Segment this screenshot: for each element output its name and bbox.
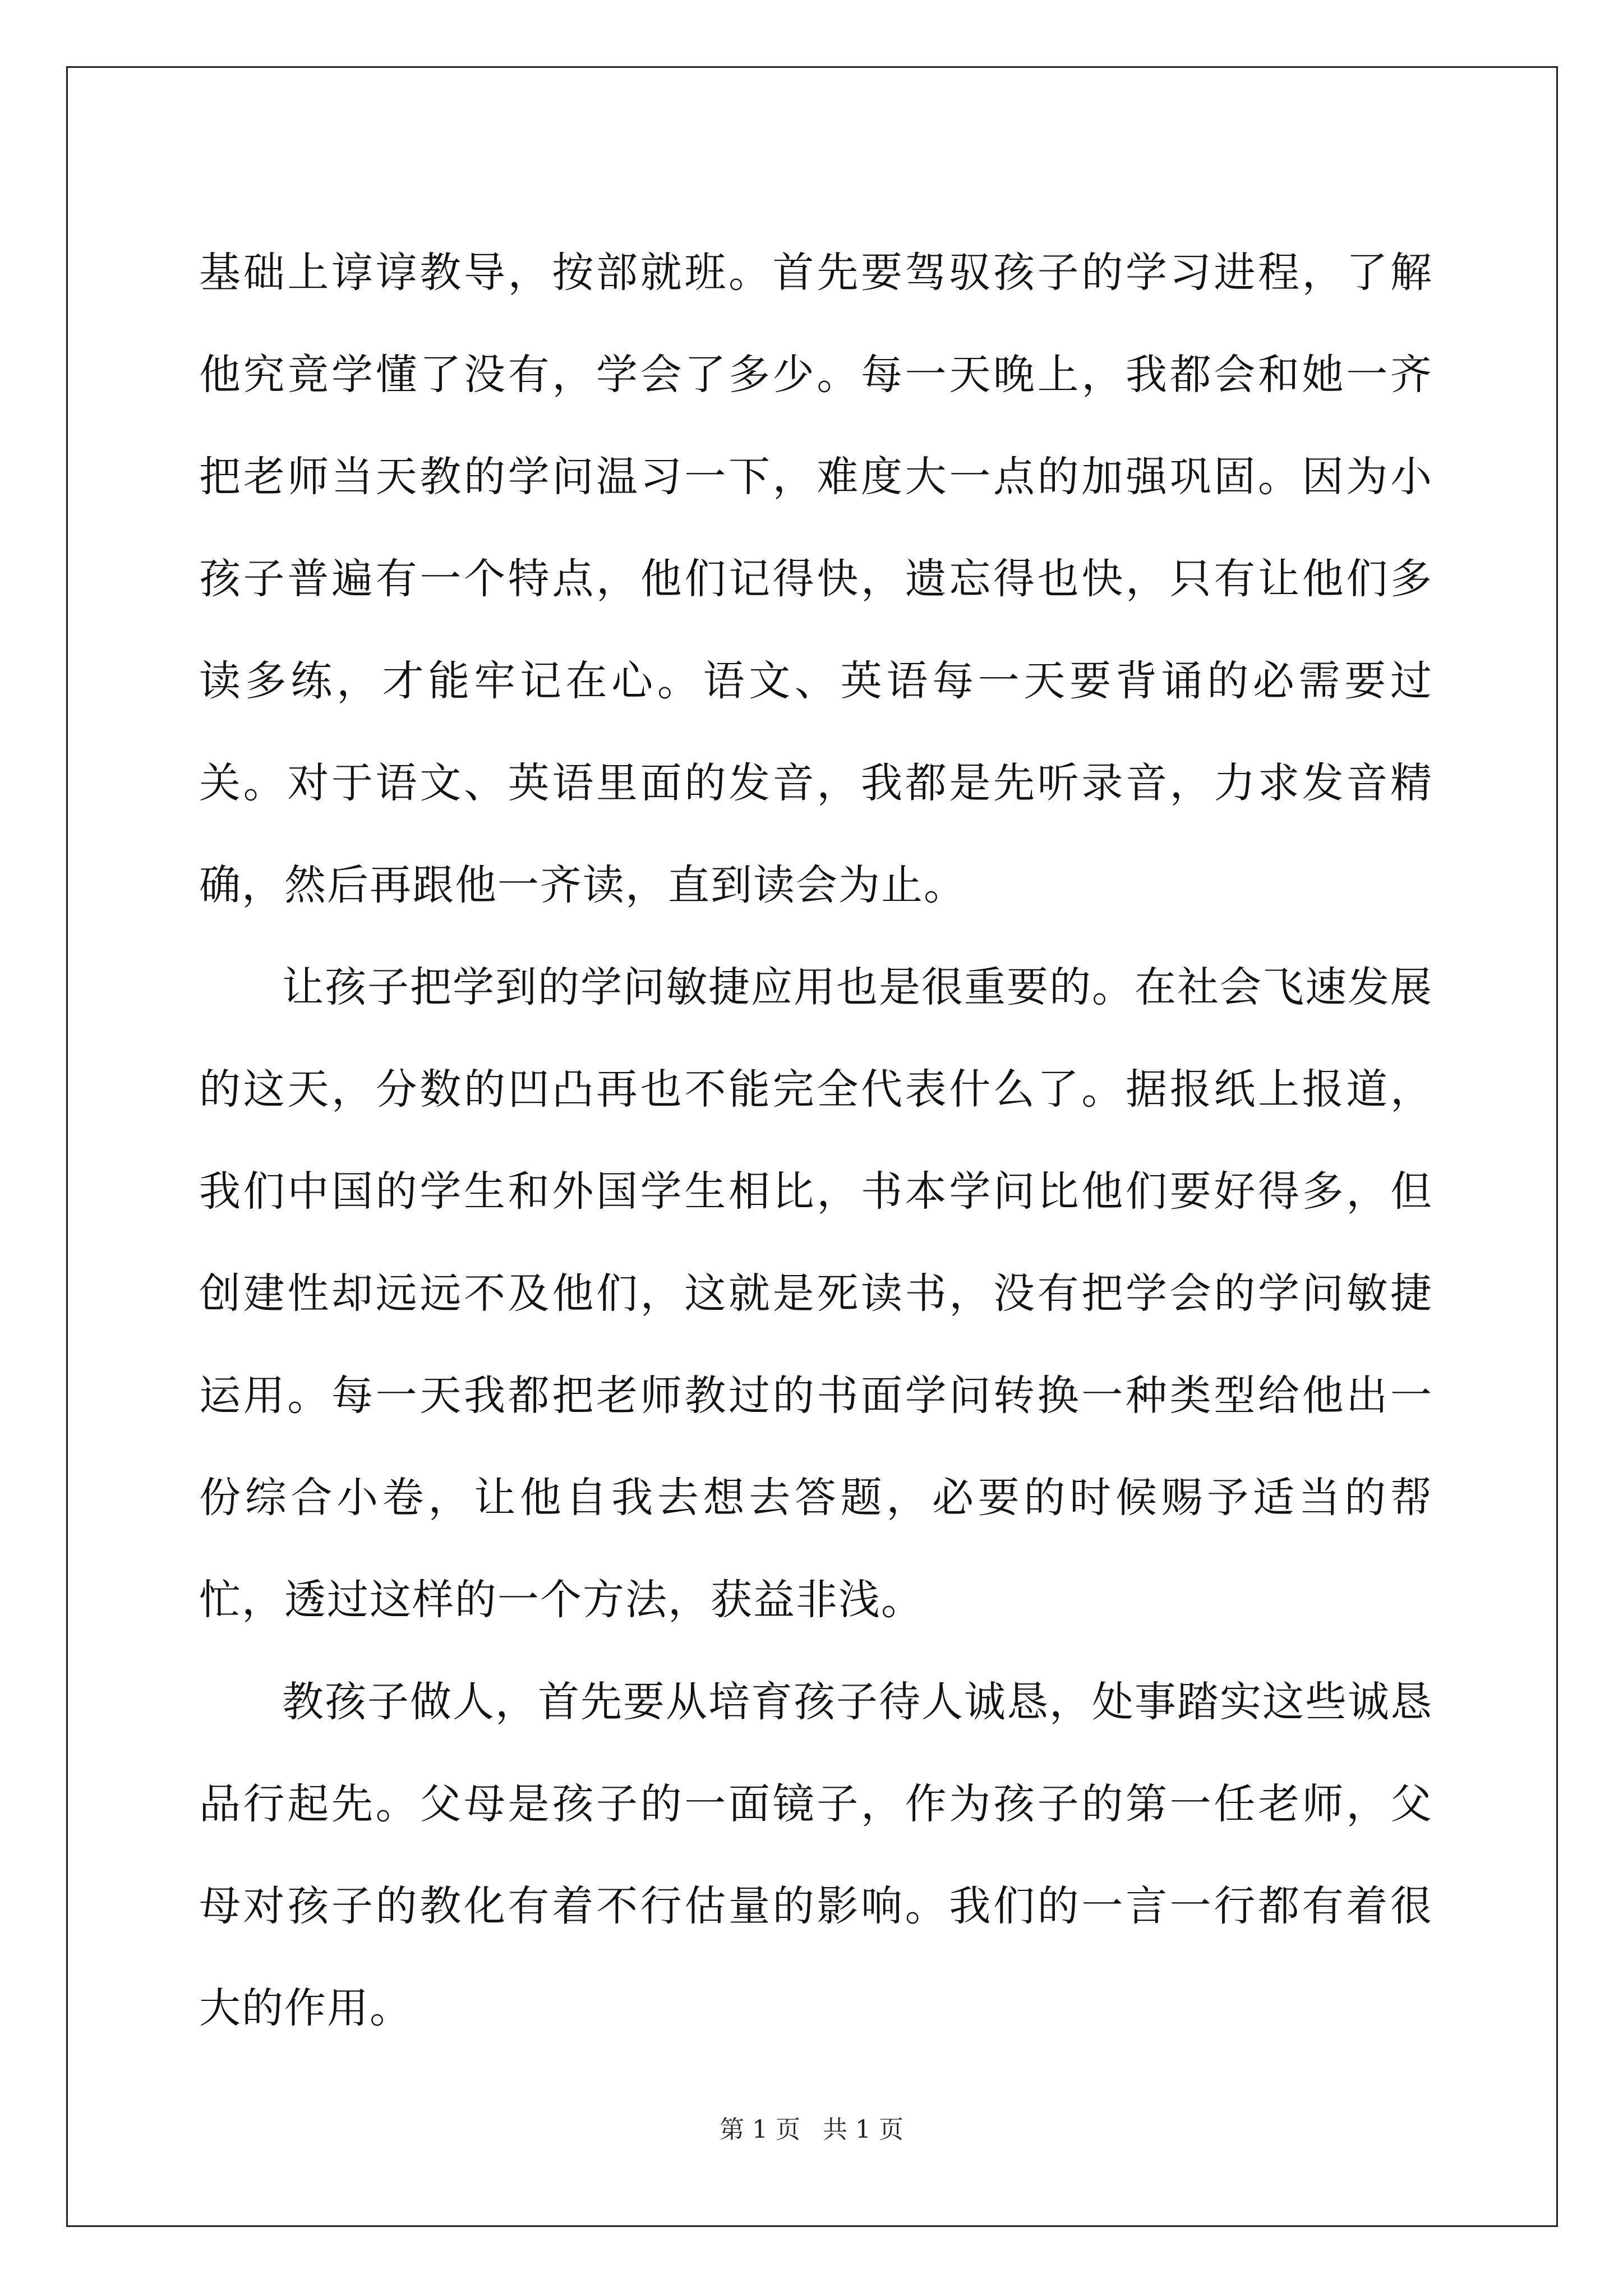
paragraph-3: 教孩子做人，首先要从培育孩子待人诚恳，处事踏实这些诚恳品行起先。父母是孩子的一面镜子，作为孩子的第一任老师，父母对孩子的教化有着不行估量的影响。我们的一言一行都有着很大的作用。 (199, 1678, 1433, 2032)
paragraph-2: 让孩子把学到的学问敏捷应用也是很重要的。在社会飞速发展的这天，分数的凹凸再也不能完全代表什么了。据报纸上报道，我们中国的学生和外国学生相比，书本学问比他们要好得多，但创建性却远远不及他们，这就是死读书，没有把学会的学问敏捷运用。每一天我都把老师教过的书面学问转换一种类型给他出一份综合小卷，让他自我去想去答题，必要的时候赐予适当的帮忙，透过这样的一个方法，获益非浅。 (199, 963, 1433, 1624)
paragraph-1: 基础上谆谆教导，按部就班。首先要驾驭孩子的学习进程，了解他究竟学懂了没有，学会了多少。每一天晚上，我都会和她一齐把老师当天教的学问温习一下，难度大一点的加强巩固。因为小孩子普遍有一个特点，他们记得快，遗忘得也快，只有让他们多读多练，才能牢记在心。语文、英语每一天要背诵的必需要过关。对于语文、英语里面的发音，我都是先听录音，力求发音精确，然后再跟他一齐读，直到读会为止。 (199, 249, 1433, 909)
page-number: 第 1 页 (720, 2115, 800, 2144)
page-total: 共 1 页 (823, 2115, 903, 2144)
document-body (199, 222, 1433, 2059)
page-footer (0, 2109, 1623, 2145)
